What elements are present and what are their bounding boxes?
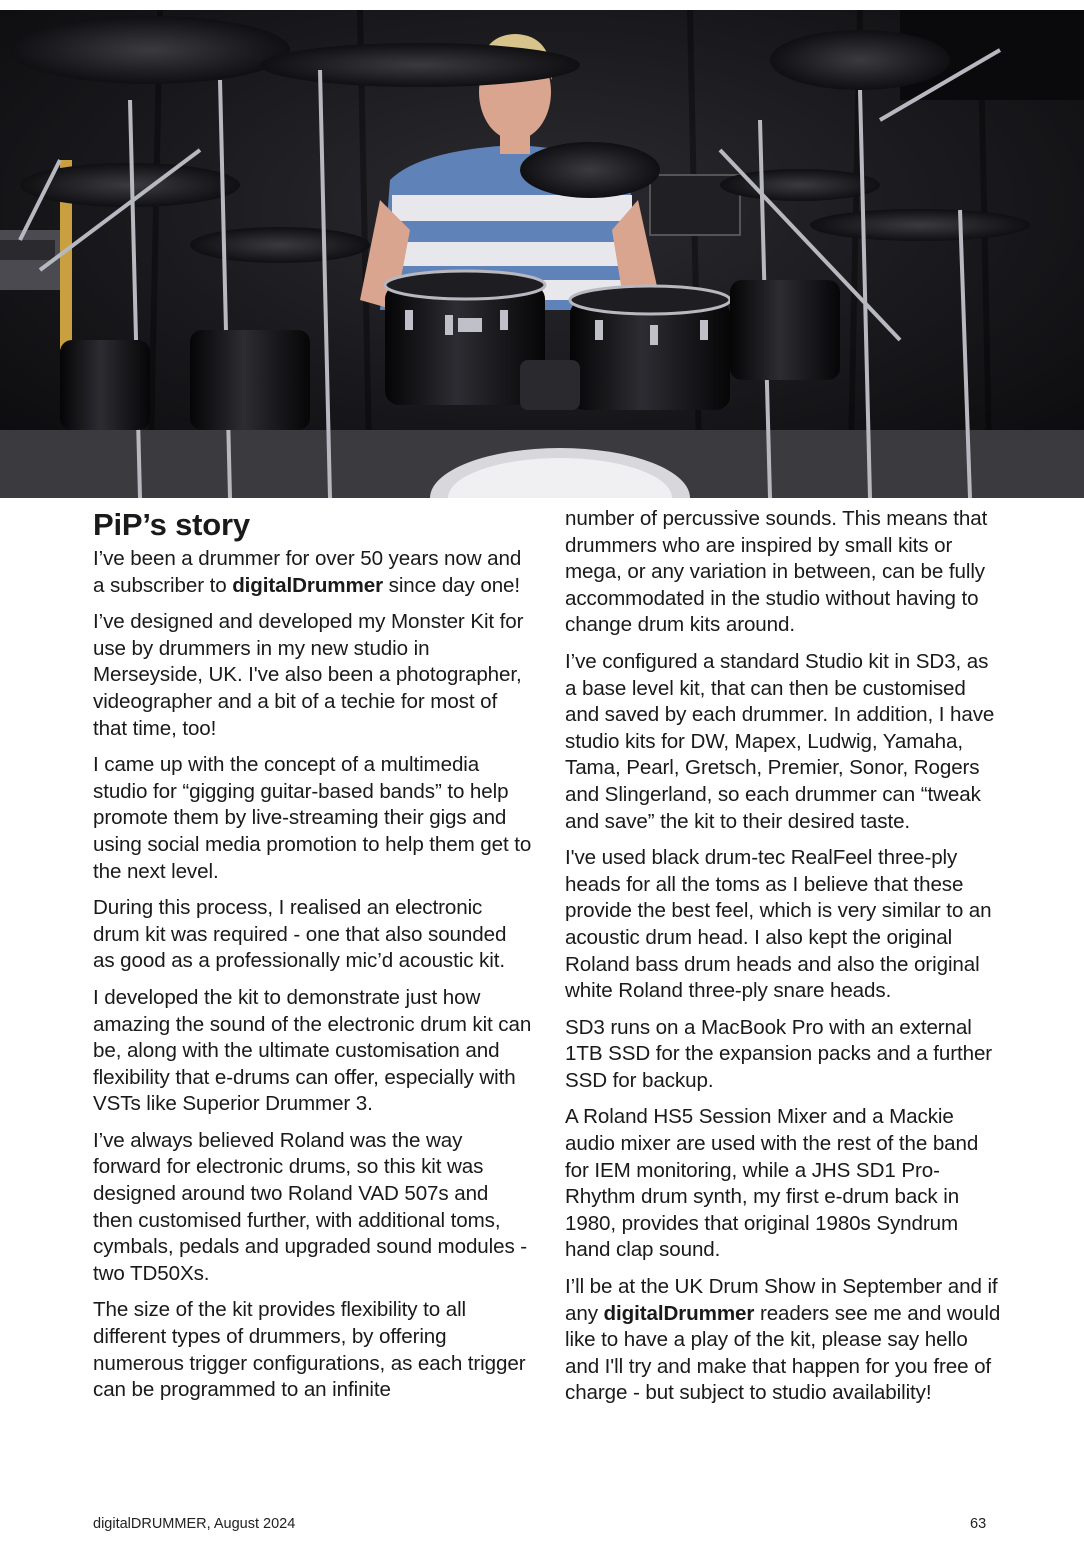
- paragraph-text: I’ve configured a standard Studio kit in SD3, as a base level kit, that can then be customised and saved by each drummer. In addition, I have studio kits for DW, Mapex, Ludwig, Yamaha, Tama, Pearl, Gretsch, Premier, Sonor, Rogers and Slingerland, so each drummer can “tweak and save” the kit to their desired taste.: [565, 649, 995, 833]
- body-paragraph: [565, 1015, 1005, 1095]
- body-paragraph: [565, 506, 1005, 639]
- paragraph-text: I developed the kit to demonstrate just how amazing the sound of the electronic drum kit can be, along with the ultimate customisation and flexibility that e-drums can offer, especially with VSTs like Superior Drummer 3.: [93, 985, 532, 1116]
- paragraph-text: readers see me and would like to have a play of the kit, please say hello and I'll try and make that happen for you free of charge - but subject to studio availability!: [565, 1301, 1001, 1405]
- body-paragraph: [93, 985, 533, 1118]
- paragraph-text: I’ll be at the UK Drum Show in September and if any: [565, 1275, 998, 1325]
- paragraph-text: I came up with the concept of a multimedia studio for “gigging guitar-based bands” to help promote them by live-streaming their gigs and using social media promotion to help them get to the next level.: [93, 753, 532, 883]
- body-paragraph: [93, 609, 533, 742]
- body-paragraph: [93, 546, 533, 599]
- article-right-column: [565, 506, 1005, 1417]
- paragraph-text: A Roland HS5 Session Mixer and a Mackie audio mixer are used with the rest of the band for IEM monitoring, while a JHS SD1 Pro-Rhythm drum synth, my first e-drum back in 1980, provides that original 1980s Syndrum hand clap sound.: [565, 1105, 979, 1262]
- body-paragraph: [565, 845, 1005, 1005]
- paragraph-text: I’ve been a drummer for over 50 years now and a subscriber to: [93, 547, 522, 597]
- body-paragraph: [93, 752, 533, 885]
- paragraph-text: since day one!: [383, 573, 521, 597]
- paragraph-text: SD3 runs on a MacBook Pro with an external 1TB SSD for the expansion packs and a further SSD for backup.: [565, 1015, 993, 1092]
- body-paragraph: [565, 1274, 1005, 1407]
- body-paragraph: [93, 895, 533, 975]
- article-title: PiP’s story: [93, 507, 250, 542]
- page-number: 63: [970, 1516, 987, 1532]
- brand-name: digitalDrummer: [603, 1301, 755, 1325]
- drummer-with-drum-kit-photo: [0, 10, 1084, 498]
- brand-name: digitalDrummer: [232, 573, 383, 597]
- body-paragraph: [565, 1104, 1005, 1264]
- left-paragraphs: [93, 546, 533, 1404]
- header-photo: [0, 10, 1084, 498]
- body-paragraph: [565, 649, 1005, 835]
- body-paragraph: [93, 1297, 533, 1403]
- paragraph-text: I’ve designed and developed my Monster Kit for use by drummers in my new studio in Merseyside, UK. I've also been a photographer, videographer and a bit of a techie for most of that time, too!: [93, 610, 524, 740]
- footer-publication: digitalDRUMMER, August 2024: [93, 1516, 296, 1532]
- paragraph-text: The size of the kit provides flexibility to all different types of drummers, by offering numerous trigger configurations, as each trigger can be programmed to an infinite: [93, 1298, 526, 1402]
- right-paragraphs: [565, 506, 1005, 1407]
- paragraph-text: During this process, I realised an electronic drum kit was required - one that also sounded as good as a professionally mic’d acoustic kit.: [93, 896, 507, 973]
- paragraph-text: I’ve always believed Roland was the way forward for electronic drums, so this kit was designed around two Roland VAD 507s and then customised further, with additional toms, cymbals, pedals and upgraded sound modules - two TD50Xs.: [93, 1128, 528, 1285]
- body-paragraph: [93, 1128, 533, 1288]
- paragraph-text: I've used black drum-tec RealFeel three-ply heads for all the toms as I believe that these provide the best feel, which is very similar to an acoustic drum head. I also kept the original Roland bass drum heads and also the original white Roland three-ply snare heads.: [565, 846, 992, 1003]
- article-left-column: [93, 506, 533, 1414]
- paragraph-text: number of percussive sounds. This means that drummers who are inspired by small kits or mega, or any variation in between, can be fully accommodated in the studio without having to change drum kits around.: [565, 507, 988, 637]
